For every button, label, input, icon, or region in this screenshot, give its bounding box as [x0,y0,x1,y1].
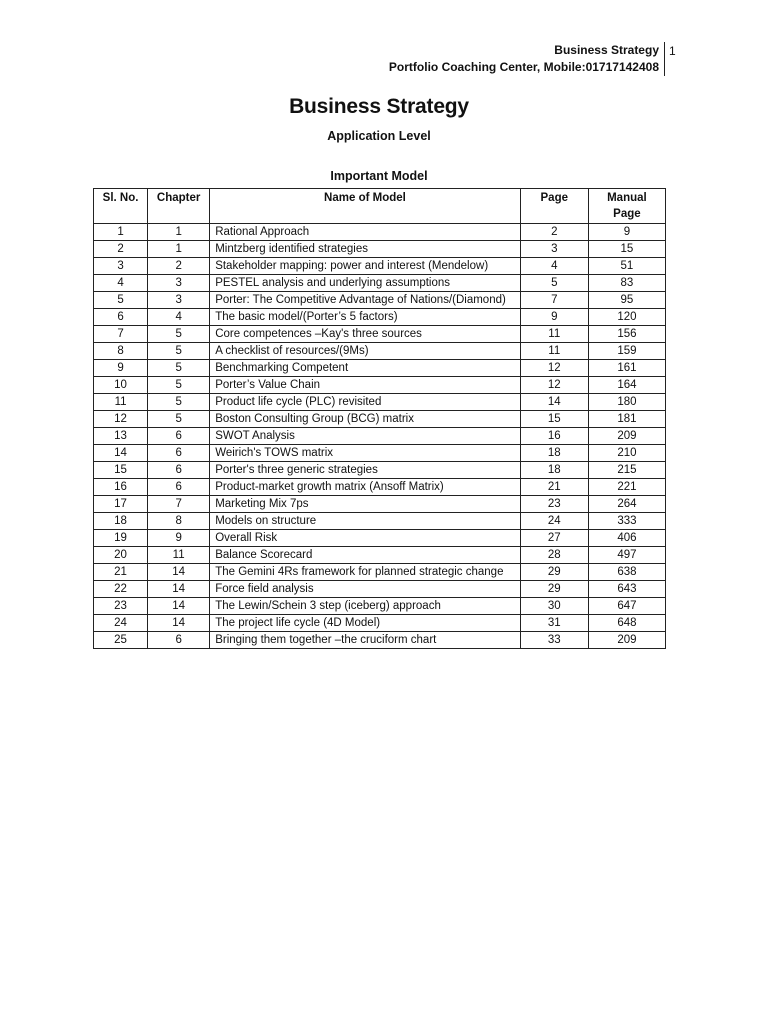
cell-chapter: 1 [148,241,210,258]
cell-sl-no: 8 [94,343,148,360]
cell-manual-page: 497 [588,547,665,564]
cell-manual-page: 209 [588,632,665,649]
cell-sl-no: 1 [94,224,148,241]
cell-page: 12 [520,377,588,394]
column-header-name-of-model: Name of Model [210,189,521,224]
cell-model-name: Product life cycle (PLC) revisited [210,394,521,411]
column-header-chapter: Chapter [148,189,210,224]
cell-manual-page: 643 [588,581,665,598]
cell-sl-no: 2 [94,241,148,258]
cell-page: 23 [520,496,588,513]
table-header-row [94,189,666,224]
cell-model-name: Porter’s Value Chain [210,377,521,394]
table-row [94,292,666,309]
cell-sl-no: 4 [94,275,148,292]
cell-chapter: 14 [148,615,210,632]
cell-manual-page: 638 [588,564,665,581]
cell-manual-page: 406 [588,530,665,547]
cell-sl-no: 14 [94,445,148,462]
cell-page: 29 [520,581,588,598]
cell-page: 5 [520,275,588,292]
cell-model-name: Overall Risk [210,530,521,547]
cell-sl-no: 18 [94,513,148,530]
cell-model-name: Product-market growth matrix (Ansoff Matrix) [210,479,521,496]
table-row [94,343,666,360]
table-row [94,547,666,564]
cell-chapter: 8 [148,513,210,530]
cell-sl-no: 15 [94,462,148,479]
cell-chapter: 4 [148,309,210,326]
cell-chapter: 5 [148,394,210,411]
cell-sl-no: 6 [94,309,148,326]
cell-page: 4 [520,258,588,275]
cell-model-name: Porter's three generic strategies [210,462,521,479]
cell-sl-no: 17 [94,496,148,513]
header-divider [664,42,665,76]
table-row [94,360,666,377]
cell-model-name: Mintzberg identified strategies [210,241,521,258]
cell-page: 7 [520,292,588,309]
table-row [94,411,666,428]
column-header-sl-no: Sl. No. [94,189,148,224]
cell-sl-no: 13 [94,428,148,445]
cell-chapter: 14 [148,581,210,598]
cell-page: 18 [520,462,588,479]
cell-manual-page: 95 [588,292,665,309]
column-header-page: Page [520,189,588,224]
cell-chapter: 2 [148,258,210,275]
cell-chapter: 6 [148,462,210,479]
table-header [94,189,666,224]
cell-page: 11 [520,326,588,343]
table-row [94,496,666,513]
cell-page: 18 [520,445,588,462]
cell-manual-page: 647 [588,598,665,615]
table-row [94,309,666,326]
cell-manual-page: 161 [588,360,665,377]
cell-page: 28 [520,547,588,564]
table-row [94,258,666,275]
cell-page: 29 [520,564,588,581]
cell-sl-no: 19 [94,530,148,547]
cell-sl-no: 23 [94,598,148,615]
cell-manual-page: 9 [588,224,665,241]
cell-sl-no: 16 [94,479,148,496]
cell-model-name: Rational Approach [210,224,521,241]
cell-model-name: Balance Scorecard [210,547,521,564]
cell-model-name: Porter: The Competitive Advantage of Nations/(Diamond) [210,292,521,309]
cell-sl-no: 9 [94,360,148,377]
column-header-manual-page: Manual Page [588,189,665,224]
table-row [94,394,666,411]
cell-page: 9 [520,309,588,326]
cell-model-name: Weirich's TOWS matrix [210,445,521,462]
cell-sl-no: 5 [94,292,148,309]
cell-manual-page: 180 [588,394,665,411]
table-row [94,479,666,496]
table-row [94,241,666,258]
cell-page: 12 [520,360,588,377]
cell-manual-page: 159 [588,343,665,360]
cell-model-name: Force field analysis [210,581,521,598]
table-row [94,564,666,581]
cell-page: 21 [520,479,588,496]
cell-sl-no: 3 [94,258,148,275]
cell-chapter: 5 [148,377,210,394]
cell-manual-page: 333 [588,513,665,530]
cell-manual-page: 181 [588,411,665,428]
cell-page: 3 [520,241,588,258]
cell-page: 24 [520,513,588,530]
cell-chapter: 5 [148,411,210,428]
cell-model-name: A checklist of resources/(9Ms) [210,343,521,360]
cell-page: 33 [520,632,588,649]
cell-sl-no: 7 [94,326,148,343]
cell-chapter: 9 [148,530,210,547]
table-row [94,598,666,615]
table-row [94,326,666,343]
cell-model-name: SWOT Analysis [210,428,521,445]
cell-chapter: 3 [148,292,210,309]
table-row [94,530,666,547]
models-table [93,188,666,649]
table-caption: Important Model [330,169,428,183]
cell-chapter: 11 [148,547,210,564]
cell-manual-page: 221 [588,479,665,496]
cell-page: 30 [520,598,588,615]
table-body [94,224,666,649]
cell-manual-page: 15 [588,241,665,258]
cell-sl-no: 21 [94,564,148,581]
cell-chapter: 5 [148,360,210,377]
header-title: Business Strategy [554,43,659,57]
cell-sl-no: 10 [94,377,148,394]
cell-chapter: 1 [148,224,210,241]
table-row [94,428,666,445]
cell-chapter: 14 [148,564,210,581]
cell-manual-page: 648 [588,615,665,632]
cell-sl-no: 20 [94,547,148,564]
cell-model-name: Benchmarking Competent [210,360,521,377]
cell-model-name: The Lewin/Schein 3 step (iceberg) approach [210,598,521,615]
cell-manual-page: 83 [588,275,665,292]
cell-sl-no: 12 [94,411,148,428]
cell-chapter: 5 [148,326,210,343]
cell-chapter: 6 [148,445,210,462]
cell-model-name: Marketing Mix 7ps [210,496,521,513]
header-organization: Portfolio Coaching Center, Mobile:01717142408 [388,60,659,74]
cell-manual-page: 156 [588,326,665,343]
table-row [94,462,666,479]
cell-page: 2 [520,224,588,241]
table-row [94,615,666,632]
cell-model-name: Bringing them together –the cruciform chart [210,632,521,649]
cell-chapter: 5 [148,343,210,360]
cell-manual-page: 120 [588,309,665,326]
table-row [94,224,666,241]
cell-manual-page: 215 [588,462,665,479]
cell-page: 15 [520,411,588,428]
cell-manual-page: 264 [588,496,665,513]
cell-manual-page: 209 [588,428,665,445]
cell-page: 31 [520,615,588,632]
cell-sl-no: 22 [94,581,148,598]
cell-manual-page: 164 [588,377,665,394]
cell-model-name: Boston Consulting Group (BCG) matrix [210,411,521,428]
cell-model-name: Stakeholder mapping: power and interest (Mendelow) [210,258,521,275]
cell-manual-page: 210 [588,445,665,462]
table-row [94,632,666,649]
page-number: 1 [669,44,676,58]
cell-chapter: 6 [148,479,210,496]
cell-chapter: 3 [148,275,210,292]
cell-chapter: 7 [148,496,210,513]
table-row [94,513,666,530]
cell-page: 27 [520,530,588,547]
table-row [94,445,666,462]
table-row [94,275,666,292]
cell-manual-page: 51 [588,258,665,275]
cell-chapter: 14 [148,598,210,615]
document-title: Business Strategy [289,95,469,118]
cell-sl-no: 25 [94,632,148,649]
cell-page: 16 [520,428,588,445]
cell-model-name: Models on structure [210,513,521,530]
cell-chapter: 6 [148,632,210,649]
cell-chapter: 6 [148,428,210,445]
cell-model-name: The basic model/(Porter’s 5 factors) [210,309,521,326]
cell-model-name: PESTEL analysis and underlying assumptions [210,275,521,292]
cell-page: 11 [520,343,588,360]
cell-model-name: The project life cycle (4D Model) [210,615,521,632]
table-row [94,581,666,598]
cell-page: 14 [520,394,588,411]
cell-model-name: The Gemini 4Rs framework for planned strategic change [210,564,521,581]
running-header [389,42,665,76]
table-row [94,377,666,394]
document-subtitle: Application Level [327,129,431,143]
cell-sl-no: 24 [94,615,148,632]
cell-model-name: Core competences –Kay's three sources [210,326,521,343]
cell-sl-no: 11 [94,394,148,411]
